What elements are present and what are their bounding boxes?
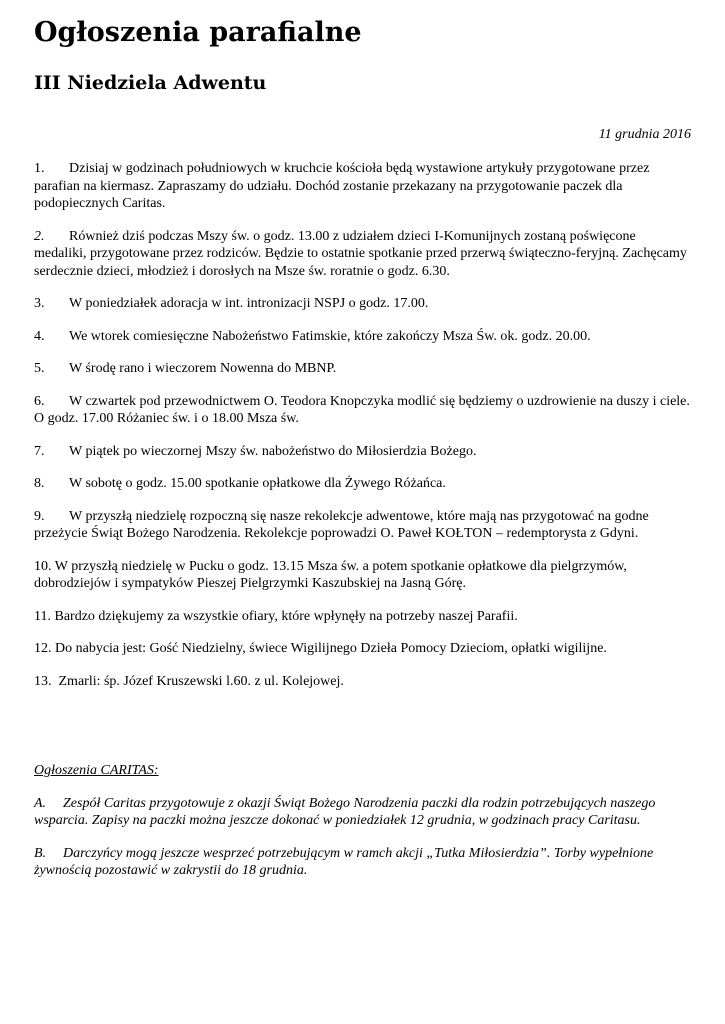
announcement-text: W przyszłą niedzielę w Pucku o godz. 13.15 Msza św. a potem spotkanie opłatkowe dla pielgrzymów, dobrodziejów i sympatyków Pieszej Pielgrzymki Kaszubskiej na Jasną Górę. bbox=[34, 558, 627, 591]
announcement-text: W piątek po wieczornej Mszy św. nabożeństwo do Miłosierdzia Bożego. bbox=[69, 443, 477, 459]
announcement-text: W sobotę o godz. 15.00 spotkanie opłatkowe dla Żywego Różańca. bbox=[69, 476, 446, 491]
announcement-number: 2. bbox=[34, 228, 45, 244]
announcement-item bbox=[34, 295, 691, 313]
announcement-number: 4. bbox=[34, 328, 45, 344]
announcement-number: 8. bbox=[34, 476, 45, 491]
announcement-item bbox=[34, 673, 691, 691]
announcement-item bbox=[34, 443, 691, 461]
announcement-text: We wtorek comiesięczne Nabożeństwo Fatimskie, które zakończy Msza Św. ok. godz. 20.00. bbox=[69, 328, 591, 344]
announcement-text: Zmarli: śp. Józef Kruszewski l.60. z ul. Kolejowej. bbox=[58, 673, 344, 689]
announcement-number: 13. bbox=[34, 673, 52, 689]
announcement-number: 7. bbox=[34, 443, 45, 459]
announcement-number: 9. bbox=[34, 508, 45, 524]
announcement-item bbox=[34, 558, 691, 593]
announcement-item bbox=[34, 360, 691, 378]
page-subtitle: III Niedziela Adwentu bbox=[34, 72, 267, 94]
announcement-text: Bardzo dziękujemy za wszystkie ofiary, które wpłynęły na potrzeby naszej Parafii. bbox=[54, 608, 518, 624]
caritas-section bbox=[34, 762, 691, 895]
announcement-item bbox=[34, 640, 691, 658]
announcement-text: W poniedziałek adoracja w int. intronizacji NSPJ o godz. 17.00. bbox=[69, 296, 429, 311]
announcement-item bbox=[34, 393, 691, 428]
announcement-text: Dzisiaj w godzinach południowych w kruchcie kościoła będą wystawione artykuły przygotowane przez parafian na kiermasz. Zapraszamy do udziału. Dochód zostanie przekazany na przygotowanie paczek dla podopiecznych Caritas. bbox=[34, 161, 650, 211]
announcement-number: 1. bbox=[34, 161, 45, 176]
announcement-text: W przyszłą niedzielę rozpoczną się nasze rekolekcje adwentowe, które mają nas przygotować na godne przeżycie Świąt Bożego Narodzenia. Rekolekcje poprowadzi O. Paweł KOŁTON – redemptorysta z Gdyni. bbox=[34, 508, 649, 541]
caritas-title: Ogłoszenia CARITAS: bbox=[34, 763, 159, 778]
announcements-list bbox=[34, 160, 691, 705]
announcement-number: 5. bbox=[34, 361, 45, 376]
announcement-item bbox=[34, 475, 691, 493]
announcement-item bbox=[34, 228, 691, 281]
announcement-number: 10. bbox=[34, 558, 52, 574]
announcement-text: W czwartek pod przewodnictwem O. Teodora Knopczyka modlić się będziemy o uzdrowienie na duszy i ciele. O godz. 17.00 Różaniec św. i o 18.00 Msza św. bbox=[34, 393, 690, 426]
announcement-text: W środę rano i wieczorem Nowenna do MBNP. bbox=[69, 361, 337, 376]
announcement-number: 12. bbox=[34, 641, 52, 656]
announcement-text: Również dziś podczas Mszy św. o godz. 13.00 z udziałem dzieci I-Komunijnych zostaną poświęcone medaliki, przygotowane przez rodziców. Będzie to ostatnie spotkanie przed przerwą świąteczno-feryjną. Zachęcamy serdecznie dzieci, młodzież i dorosłych na Msze św. roratnie o godz. 6.30. bbox=[34, 228, 687, 279]
caritas-text: Darczyńcy mogą jeszcze wesprzeć potrzebującym w ramch akcji „Tutka Miłosierdzia”. Torby wypełnione żywnością pozostawić w zakrystii do 18 grudnia. bbox=[34, 845, 654, 878]
announcement-item bbox=[34, 608, 691, 626]
caritas-letter: A. bbox=[34, 795, 47, 811]
announcement-number: 11. bbox=[34, 608, 51, 624]
caritas-item bbox=[34, 845, 691, 880]
announcement-date: 11 grudnia 2016 bbox=[598, 127, 691, 142]
announcement-item bbox=[34, 328, 691, 346]
announcement-number: 3. bbox=[34, 296, 45, 311]
announcement-item bbox=[34, 160, 691, 213]
announcement-number: 6. bbox=[34, 393, 45, 409]
announcement-text: Do nabycia jest: Gość Niedzielny, świece Wigilijnego Dzieła Pomocy Dzieciom, opłatki wigilijne. bbox=[55, 641, 607, 656]
announcement-item bbox=[34, 508, 691, 543]
caritas-letter: B. bbox=[34, 845, 47, 861]
caritas-text: Zespół Caritas przygotowuje z okazji Świąt Bożego Narodzenia paczki dla rodzin potrzebujących naszego wsparcia. Zapisy na paczki można jeszcze dokonać w poniedziałek 12 grudnia, w godzinach pracy Caritasu. bbox=[34, 795, 656, 828]
caritas-item bbox=[34, 795, 691, 830]
page-title: Ogłoszenia parafialne bbox=[34, 17, 362, 48]
